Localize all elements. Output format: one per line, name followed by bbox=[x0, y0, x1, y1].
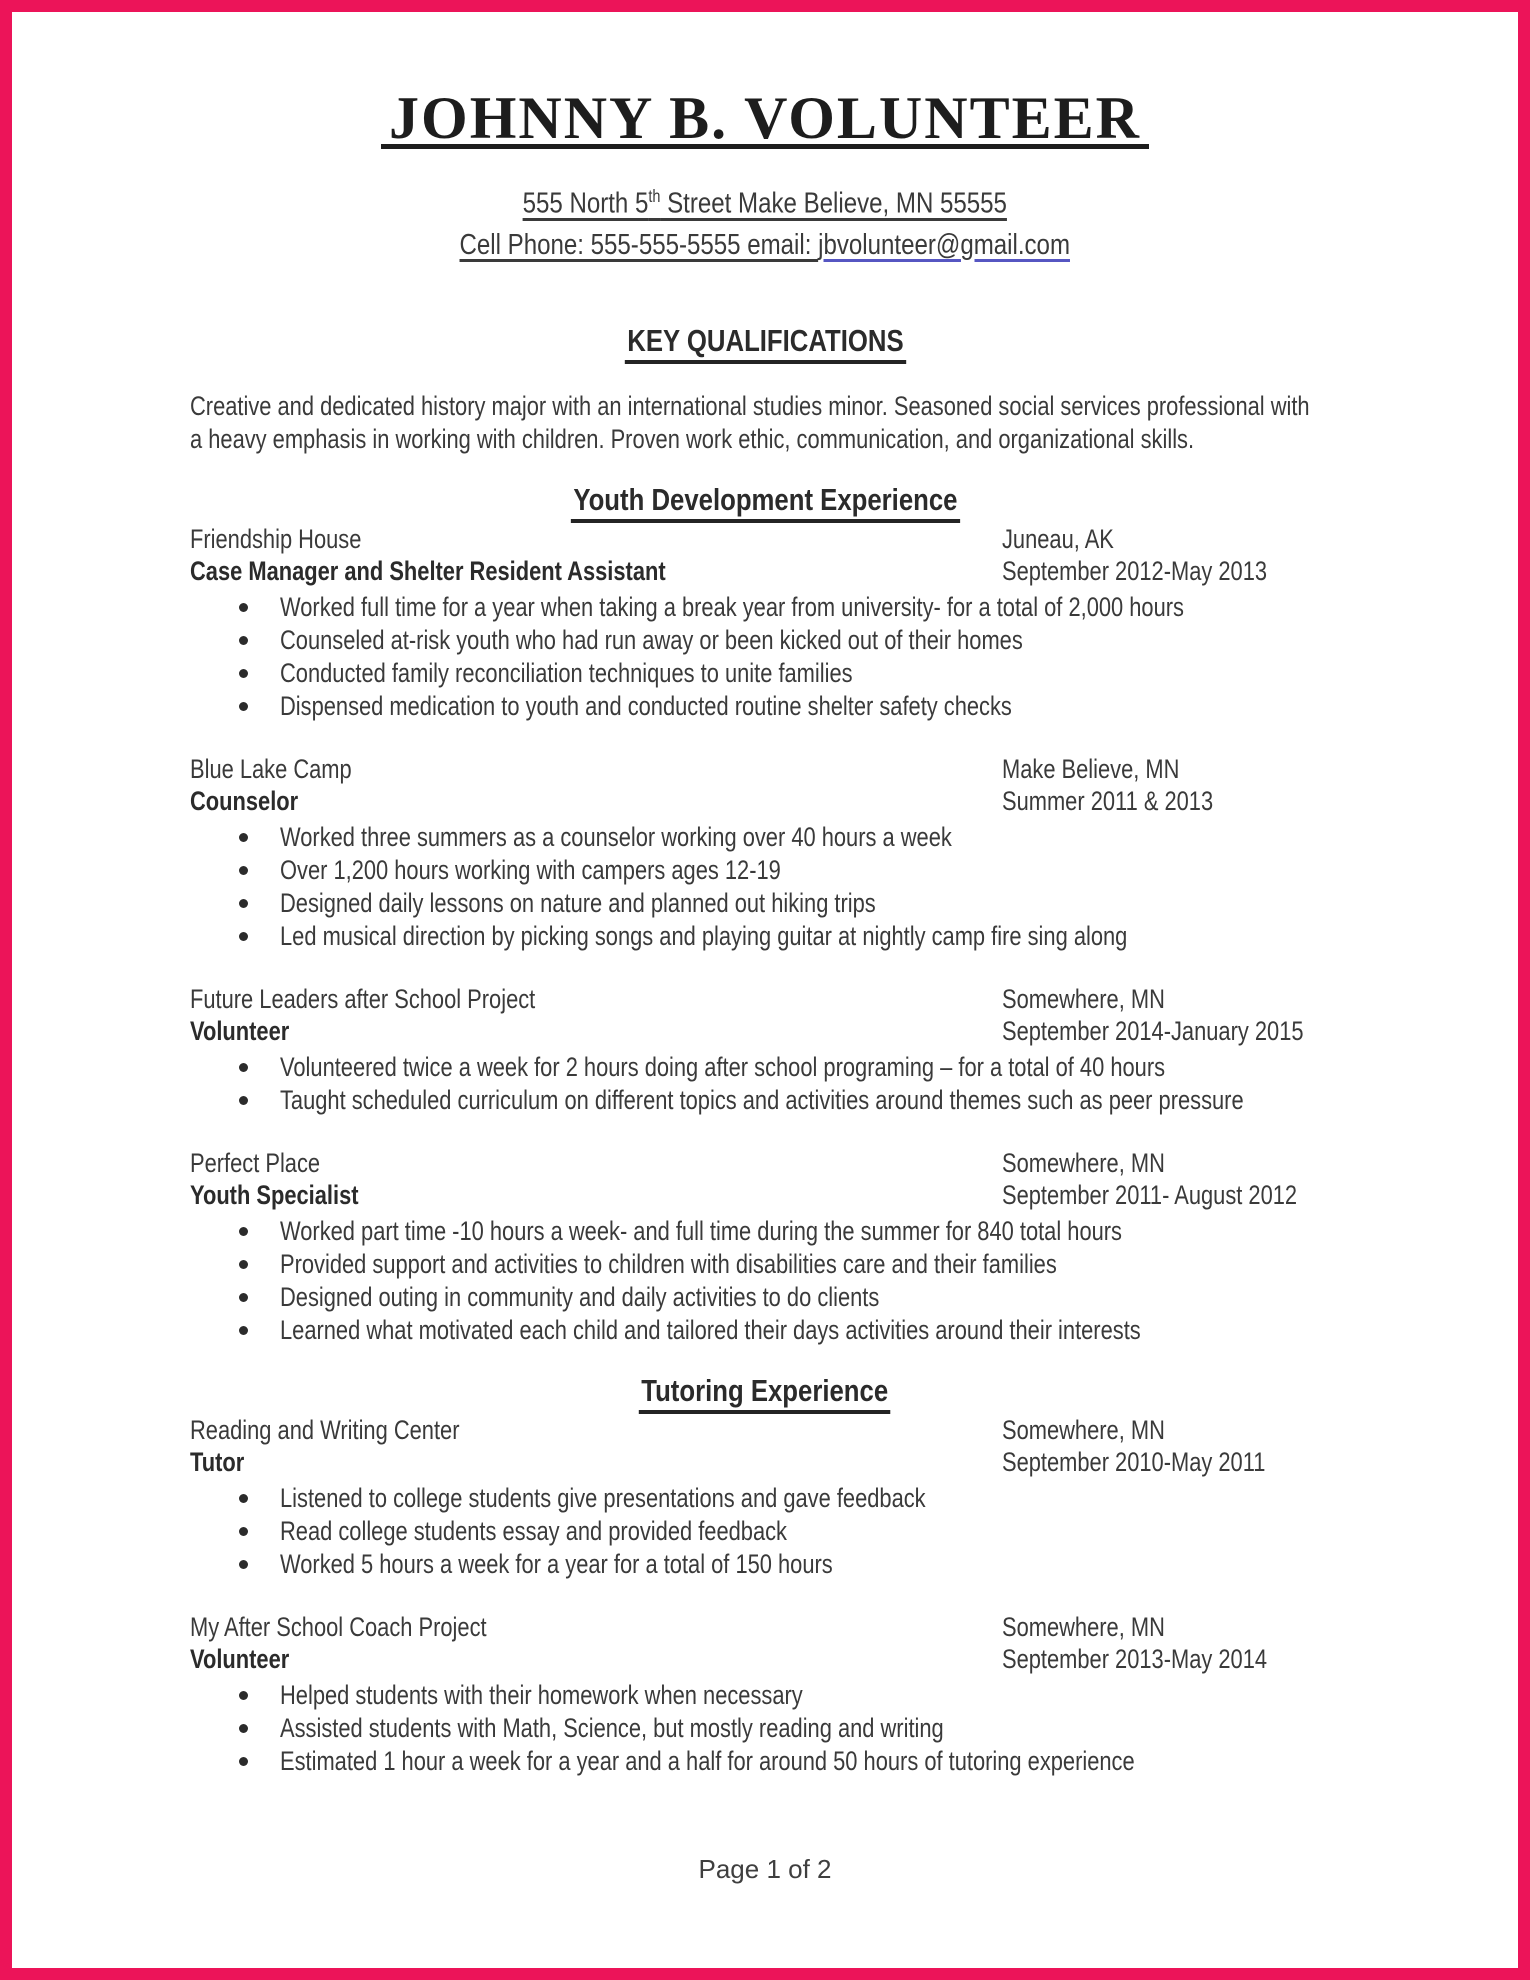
bullet-item: Taught scheduled curriculum on different topics and activities around themes such as peer pressure bbox=[190, 1084, 1340, 1117]
entry-header-row bbox=[190, 1414, 1340, 1446]
entry-dates: September 2012-May 2013 bbox=[1002, 555, 1268, 586]
entry-location-wrap bbox=[1002, 1611, 1203, 1643]
entry-role-row bbox=[190, 785, 1340, 817]
entry-header-row bbox=[190, 753, 1340, 785]
bullet-item: Designed daily lessons on nature and planned out hiking trips bbox=[190, 887, 1340, 920]
bullet-item: Over 1,200 hours working with campers ages 12-19 bbox=[190, 854, 1340, 887]
entry-dates: September 2014-January 2015 bbox=[1002, 1015, 1304, 1046]
entry-dates-wrap bbox=[1002, 555, 1329, 587]
entry-role: Volunteer bbox=[190, 1643, 290, 1674]
entry-location-wrap bbox=[1002, 753, 1221, 785]
entry-role: Youth Specialist bbox=[190, 1179, 359, 1210]
bullet-item: Worked three summers as a counselor working over 40 hours a week bbox=[190, 821, 1340, 854]
bullet-item: Worked part time -10 hours a week- and full time during the summer for 840 total hours bbox=[190, 1215, 1340, 1248]
entry-dates-wrap bbox=[1002, 785, 1263, 817]
address-line bbox=[523, 181, 1007, 219]
entry-location-wrap bbox=[1002, 523, 1140, 555]
entry-location: Somewhere, MN bbox=[1002, 1611, 1165, 1642]
bullet-item: Listened to college students give presentations and gave feedback bbox=[190, 1482, 1340, 1515]
entry-bullets bbox=[190, 1482, 1340, 1581]
entry-after-school-coach bbox=[190, 1611, 1340, 1778]
bullet-item: Dispensed medication to youth and conducted routine shelter safety checks bbox=[190, 690, 1340, 723]
entry-blue-lake-camp bbox=[190, 753, 1340, 953]
address-text-2: Street Make Believe, MN 55555 bbox=[660, 187, 1008, 220]
contact-line bbox=[460, 230, 1070, 260]
youth-section-heading-row bbox=[190, 481, 1340, 523]
entry-role: Tutor bbox=[190, 1446, 245, 1477]
entry-bullets bbox=[190, 1215, 1340, 1347]
phone-text: Cell Phone: 555-555-5555 email: bbox=[459, 228, 819, 261]
entry-role-row bbox=[190, 1015, 1340, 1047]
entry-organization: Reading and Writing Center bbox=[190, 1414, 460, 1445]
entry-dates-wrap bbox=[1002, 1643, 1329, 1675]
entry-role-row bbox=[190, 1179, 1340, 1211]
entry-location: Juneau, AK bbox=[1002, 523, 1114, 554]
entry-organization: Future Leaders after School Project bbox=[190, 983, 536, 1014]
bullet-item: Read college students essay and provided feedback bbox=[190, 1515, 1340, 1548]
header bbox=[190, 85, 1340, 160]
entry-organization: Blue Lake Camp bbox=[190, 753, 352, 784]
bullet-item: Designed outing in community and daily activities to do clients bbox=[190, 1281, 1340, 1314]
address-row bbox=[190, 181, 1340, 219]
entry-role: Counselor bbox=[190, 785, 299, 816]
address-superscript: th bbox=[648, 186, 661, 206]
bullet-item: Worked full time for a year when taking a break year from university- for a total of 2,000 hours bbox=[190, 591, 1340, 624]
entry-future-leaders bbox=[190, 983, 1340, 1117]
tutoring-section-heading-row bbox=[190, 1372, 1340, 1414]
page-title: JOHNNY B. VOLUNTEER bbox=[381, 92, 1149, 149]
email-link[interactable]: jbvolunteer@gmail.com bbox=[818, 228, 1071, 261]
bullet-item: Volunteered twice a week for 2 hours doing after school programing – for a total of 40 hours bbox=[190, 1051, 1340, 1084]
entry-organization: Perfect Place bbox=[190, 1147, 321, 1178]
summary-line-2: a heavy emphasis in working with children. Proven work ethic, communication, and organizational skills. bbox=[190, 423, 1195, 454]
entry-dates: Summer 2011 & 2013 bbox=[1002, 785, 1214, 816]
bullet-item: Worked 5 hours a week for a year for a total of 150 hours bbox=[190, 1548, 1340, 1581]
entry-header-row bbox=[190, 1147, 1340, 1179]
bullet-item: Led musical direction by picking songs and playing guitar at nightly camp fire sing along bbox=[190, 920, 1340, 953]
bullet-item: Provided support and activities to children with disabilities care and their families bbox=[190, 1248, 1340, 1281]
entry-dates: September 2011- August 2012 bbox=[1002, 1179, 1298, 1210]
entry-location: Somewhere, MN bbox=[1002, 1414, 1165, 1445]
entry-role: Volunteer bbox=[190, 1015, 290, 1046]
entry-role-row bbox=[190, 555, 1340, 587]
address-text: 555 North 5 bbox=[522, 187, 649, 220]
entry-role-row bbox=[190, 1446, 1340, 1478]
entry-header-row bbox=[190, 523, 1340, 555]
entry-reading-writing-center bbox=[190, 1414, 1340, 1581]
entry-bullets bbox=[190, 821, 1340, 953]
tutoring-section-entries bbox=[190, 1414, 1340, 1778]
entry-organization: Friendship House bbox=[190, 523, 362, 554]
page-footer bbox=[190, 1854, 1340, 1884]
entry-location: Somewhere, MN bbox=[1002, 1147, 1165, 1178]
contact-row bbox=[190, 230, 1340, 260]
bullet-item: Helped students with their homework when necessary bbox=[190, 1679, 1340, 1712]
entry-dates-wrap bbox=[1002, 1015, 1374, 1047]
entry-role: Case Manager and Shelter Resident Assistant bbox=[190, 555, 666, 586]
youth-section-entries bbox=[190, 523, 1340, 1347]
entry-dates-wrap bbox=[1002, 1179, 1366, 1211]
entry-organization: My After School Coach Project bbox=[190, 1611, 487, 1642]
entry-location-wrap bbox=[1002, 983, 1203, 1015]
page-number: Page 1 of 2 bbox=[698, 1853, 832, 1884]
summary-paragraph bbox=[190, 390, 1340, 456]
section-heading-key-qualifications: KEY QUALIFICATIONS bbox=[624, 325, 905, 364]
entry-friendship-house bbox=[190, 523, 1340, 723]
bullet-item: Assisted students with Math, Science, but mostly reading and writing bbox=[190, 1712, 1340, 1745]
bullet-item: Conducted family reconciliation techniques to unite families bbox=[190, 657, 1340, 690]
section-heading-youth-development: Youth Development Experience bbox=[570, 484, 959, 523]
entry-location: Somewhere, MN bbox=[1002, 983, 1165, 1014]
summary-line-1: Creative and dedicated history major with an international studies minor. Seasoned social services professional with bbox=[190, 390, 1310, 421]
key-qualifications-heading-row bbox=[190, 322, 1340, 364]
entry-bullets bbox=[190, 1051, 1340, 1117]
bullet-item: Counseled at-risk youth who had run away or been kicked out of their homes bbox=[190, 624, 1340, 657]
entry-header-row bbox=[190, 1611, 1340, 1643]
entry-header-row bbox=[190, 983, 1340, 1015]
bullet-item: Learned what motivated each child and tailored their days activities around their interests bbox=[190, 1314, 1340, 1347]
entry-location-wrap bbox=[1002, 1414, 1203, 1446]
section-heading-tutoring: Tutoring Experience bbox=[639, 1375, 891, 1414]
entry-location-wrap bbox=[1002, 1147, 1203, 1179]
entry-perfect-place bbox=[190, 1147, 1340, 1347]
entry-location: Make Believe, MN bbox=[1002, 753, 1180, 784]
entry-role-row bbox=[190, 1643, 1340, 1675]
entry-dates: September 2013-May 2014 bbox=[1002, 1643, 1268, 1674]
entry-dates-wrap bbox=[1002, 1446, 1327, 1478]
entry-bullets bbox=[190, 591, 1340, 723]
entry-dates: September 2010-May 2011 bbox=[1002, 1446, 1266, 1477]
entry-bullets bbox=[190, 1679, 1340, 1778]
bullet-item: Estimated 1 hour a week for a year and a half for around 50 hours of tutoring experience bbox=[190, 1745, 1340, 1778]
